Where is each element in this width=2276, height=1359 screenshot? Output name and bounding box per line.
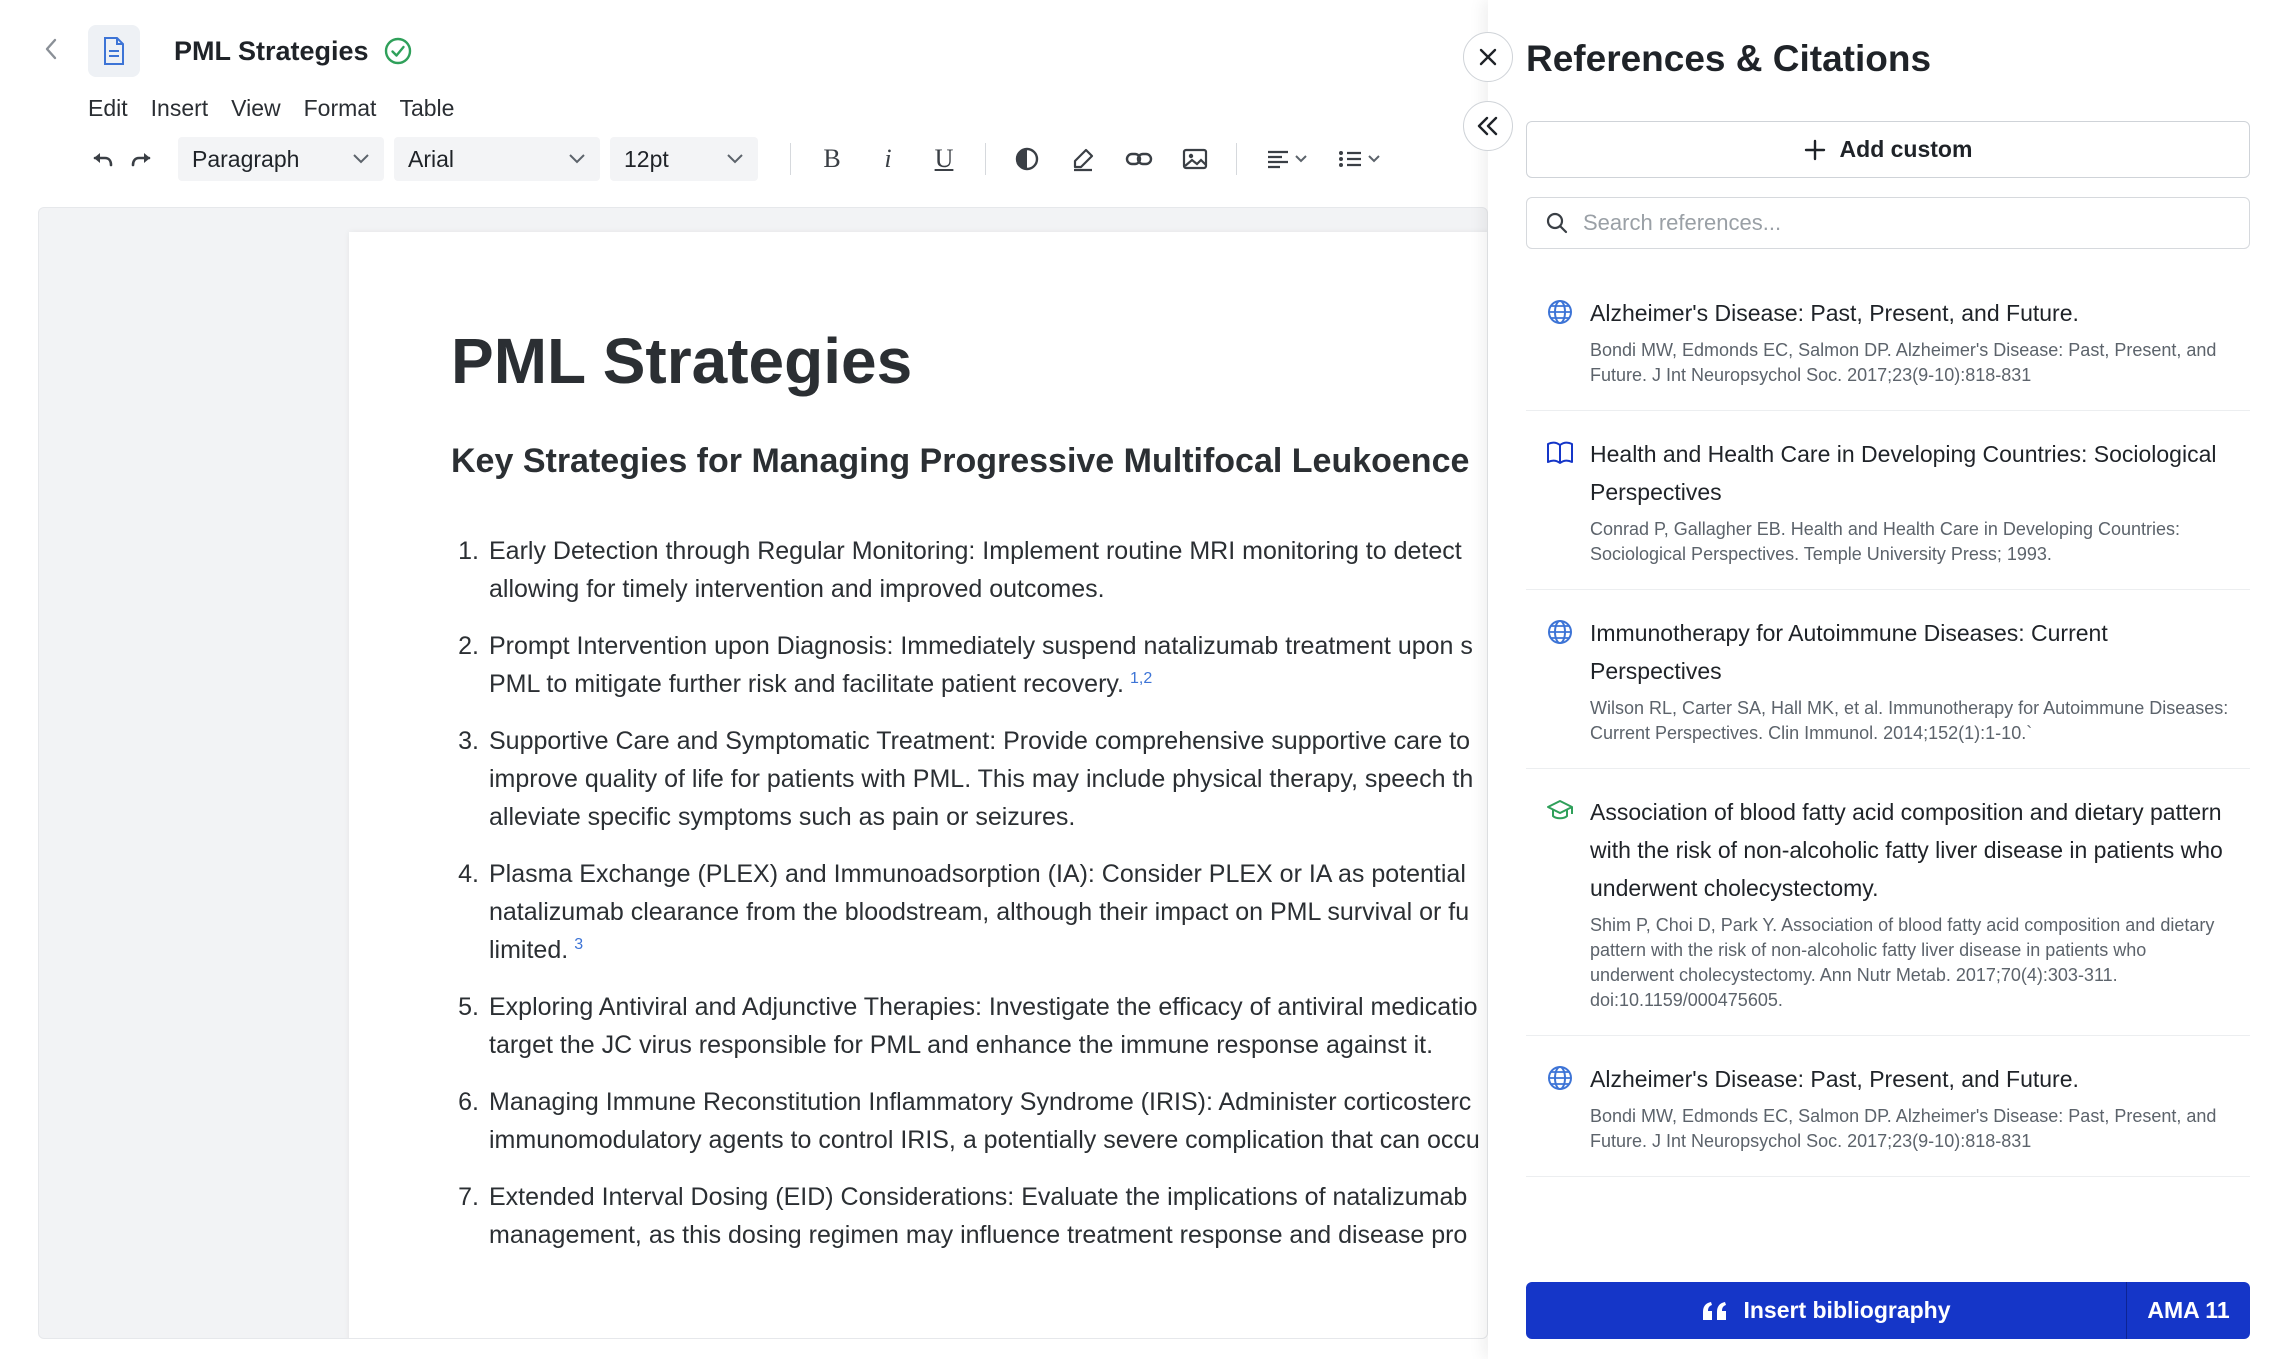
list-item[interactable]: 6. Managing Immune Reconstitution Inflammatory Syndrome (IRIS): Administer corticosterc immunomodulatory agents to control IRIS, a potentially severe complication that can occu [458, 1088, 1480, 1154]
reference-item[interactable] [1526, 411, 2250, 590]
list-item[interactable]: 2. Prompt Intervention upon Diagnosis: Immediately suspend natalizumab treatment upon s PML to mitigate further risk and facilitate patient recovery. $^{1,2}$ [458, 632, 1473, 698]
bold-button[interactable] [813, 140, 851, 178]
undo-button[interactable] [84, 140, 122, 178]
align-icon [1266, 149, 1310, 169]
italic-icon: i [884, 144, 892, 173]
font-family-value: Arial [408, 145, 455, 172]
bibliography-bar [1526, 1282, 2250, 1339]
book-icon [1546, 439, 1574, 467]
highlight-icon [1070, 146, 1096, 172]
chevron-left-icon [43, 38, 59, 60]
citation-marker[interactable]: 1,2 [1130, 669, 1153, 687]
menu-table[interactable]: Table [399, 95, 455, 121]
underline-button[interactable] [925, 140, 963, 178]
redo-button[interactable] [122, 140, 160, 178]
reference-list [1526, 270, 2250, 1177]
check-circle-icon [383, 36, 413, 66]
bold-icon: B [823, 144, 841, 173]
toolbar-divider [985, 143, 986, 175]
reference-citation: Bondi MW, Edmonds EC, Salmon DP. Alzheimer's Disease: Past, Present, and Future. J Int Neuropsychol Soc. 2017;23(9-10):818-831 [1590, 340, 2217, 385]
menu-edit[interactable]: Edit [88, 95, 128, 121]
collapse-panel-button[interactable] [1463, 101, 1513, 151]
highlight-button[interactable] [1064, 140, 1102, 178]
link-button[interactable] [1120, 140, 1158, 178]
toolbar-divider [790, 143, 791, 175]
reference-item[interactable] [1526, 769, 2250, 1036]
search-box [1526, 197, 2250, 249]
formatting-toolbar [84, 136, 1488, 182]
document-subheading[interactable]: Key Strategies for Managing Progressive Multifocal Leukoence [451, 442, 1470, 480]
reference-item[interactable] [1526, 590, 2250, 769]
reference-citation: Shim P, Choi D, Park Y. Association of blood fatty acid composition and dietary pattern with the risk of non-alcoholic fatty liver disease in patients who underwent cholecystectomy. Ann Nutr Metab. 2017;70(4):303-311. doi:10.1159/000475605. [1590, 915, 2215, 1010]
reference-title: Alzheimer's Disease: Past, Present, and Future. [1590, 1066, 2079, 1092]
add-custom-label: Add custom [1839, 136, 1973, 162]
image-button[interactable] [1176, 140, 1214, 178]
search-icon [1545, 211, 1569, 235]
document-page[interactable] [349, 232, 1488, 1339]
document-title[interactable]: PML Strategies [174, 36, 369, 66]
strategy-list [451, 532, 1488, 1273]
close-panel-button[interactable] [1463, 32, 1513, 82]
text-color-button[interactable] [1008, 140, 1046, 178]
citation-marker[interactable]: 3 [574, 935, 584, 953]
menu-view[interactable]: View [231, 95, 281, 121]
reference-item[interactable] [1526, 270, 2250, 411]
document-icon [88, 25, 140, 77]
plus-icon [1804, 139, 1826, 161]
reference-title: Health and Health Care in Developing Countries: Sociological Perspectives [1590, 441, 2217, 505]
top-bar [0, 0, 1488, 100]
back-button[interactable] [36, 34, 66, 64]
list-item[interactable]: 7. Extended Interval Dosing (EID) Considerations: Evaluate the implications of natalizumab management, as this dosing regimen may influence treatment response and disease pro [458, 1183, 1468, 1249]
font-size-select[interactable] [610, 137, 758, 181]
chevron-down-icon [726, 153, 744, 165]
reference-title: Alzheimer's Disease: Past, Present, and Future. [1590, 300, 2079, 326]
globe-icon [1546, 298, 1574, 326]
references-panel [1488, 0, 2276, 1359]
panel-title: References & Citations [1526, 38, 1932, 79]
link-icon [1125, 149, 1153, 169]
globe-icon [1546, 618, 1574, 646]
chevron-down-icon [568, 153, 586, 165]
citation-style-label: AMA 11 [2147, 1297, 2230, 1323]
bullet-list-button[interactable] [1331, 140, 1389, 178]
add-custom-button[interactable] [1526, 121, 2250, 178]
redo-icon [129, 149, 153, 169]
reference-citation: Conrad P, Gallagher EB. Health and Health Care in Developing Countries: Sociological Perspectives. Temple University Press; 1993. [1590, 519, 2181, 564]
globe-icon [1546, 1064, 1574, 1092]
chevrons-left-icon [1475, 115, 1501, 137]
reference-citation: Bondi MW, Edmonds EC, Salmon DP. Alzheimer's Disease: Past, Present, and Future. J Int Neuropsychol Soc. 2017;23(9-10):818-831 [1590, 1106, 2217, 1151]
close-icon [1477, 46, 1499, 68]
insert-bibliography-label: Insert bibliography [1743, 1297, 1951, 1323]
undo-icon [91, 149, 115, 169]
menu-insert[interactable]: Insert [150, 95, 209, 121]
quote-icon [1701, 1300, 1729, 1322]
reference-item[interactable] [1526, 1036, 2250, 1177]
italic-button[interactable] [869, 140, 907, 178]
font-size-value: 12pt [624, 145, 669, 172]
image-icon [1182, 147, 1208, 171]
menu-bar [88, 92, 454, 124]
font-family-select[interactable] [394, 137, 600, 181]
reference-title: Immunotherapy for Autoimmune Diseases: Current Perspectives [1590, 620, 2108, 684]
list-item[interactable]: 3. Supportive Care and Symptomatic Treatment: Provide comprehensive supportive care to improve quality of life for patients with PML. This may include physical therapy, speech th alleviate specific symptoms such as pain or seizures. [458, 727, 1474, 831]
document-heading[interactable]: PML Strategies [451, 325, 913, 397]
chevron-down-icon [352, 153, 370, 165]
list-item[interactable]: 5. Exploring Antiviral and Adjunctive Therapies: Investigate the efficacy of antiviral medicatio target the JC virus responsible for PML and enhance the immune response against it. [458, 993, 1478, 1059]
underline-icon: U [934, 144, 954, 173]
toolbar-divider [1236, 143, 1237, 175]
search-input[interactable] [1583, 210, 2223, 236]
document-canvas [38, 207, 1488, 1339]
reference-title: Association of blood fatty acid composition and dietary pattern with the risk of non-alcoholic fatty liver disease in patients who underwent cholecystectomy. [1590, 799, 2223, 901]
block-style-select[interactable] [178, 137, 384, 181]
menu-format[interactable]: Format [303, 95, 377, 121]
list-item[interactable]: 4. Plasma Exchange (PLEX) and Immunoadsorption (IA): Consider PLEX or IA as potential natalizumab clearance from the bloodstream, although their impact on PML survival or fu limited. $^3$ [458, 860, 1470, 964]
reference-citation: Wilson RL, Carter SA, Hall MK, et al. Immunotherapy for Autoimmune Diseases: Current Perspectives. Clin Immunol. 2014;152(1):1-10.` [1590, 698, 2229, 743]
citation-style-button[interactable] [2126, 1282, 2250, 1339]
contrast-icon [1014, 146, 1040, 172]
block-style-value: Paragraph [192, 145, 300, 172]
list-item[interactable]: 1. Early Detection through Regular Monitoring: Implement routine MRI monitoring to detect allowing for timely intervention and improved outcomes. [458, 537, 1462, 603]
bullet-list-icon [1337, 149, 1383, 169]
align-button[interactable] [1259, 140, 1317, 178]
graduation-cap-icon [1546, 797, 1574, 825]
insert-bibliography-button[interactable] [1526, 1282, 2126, 1339]
